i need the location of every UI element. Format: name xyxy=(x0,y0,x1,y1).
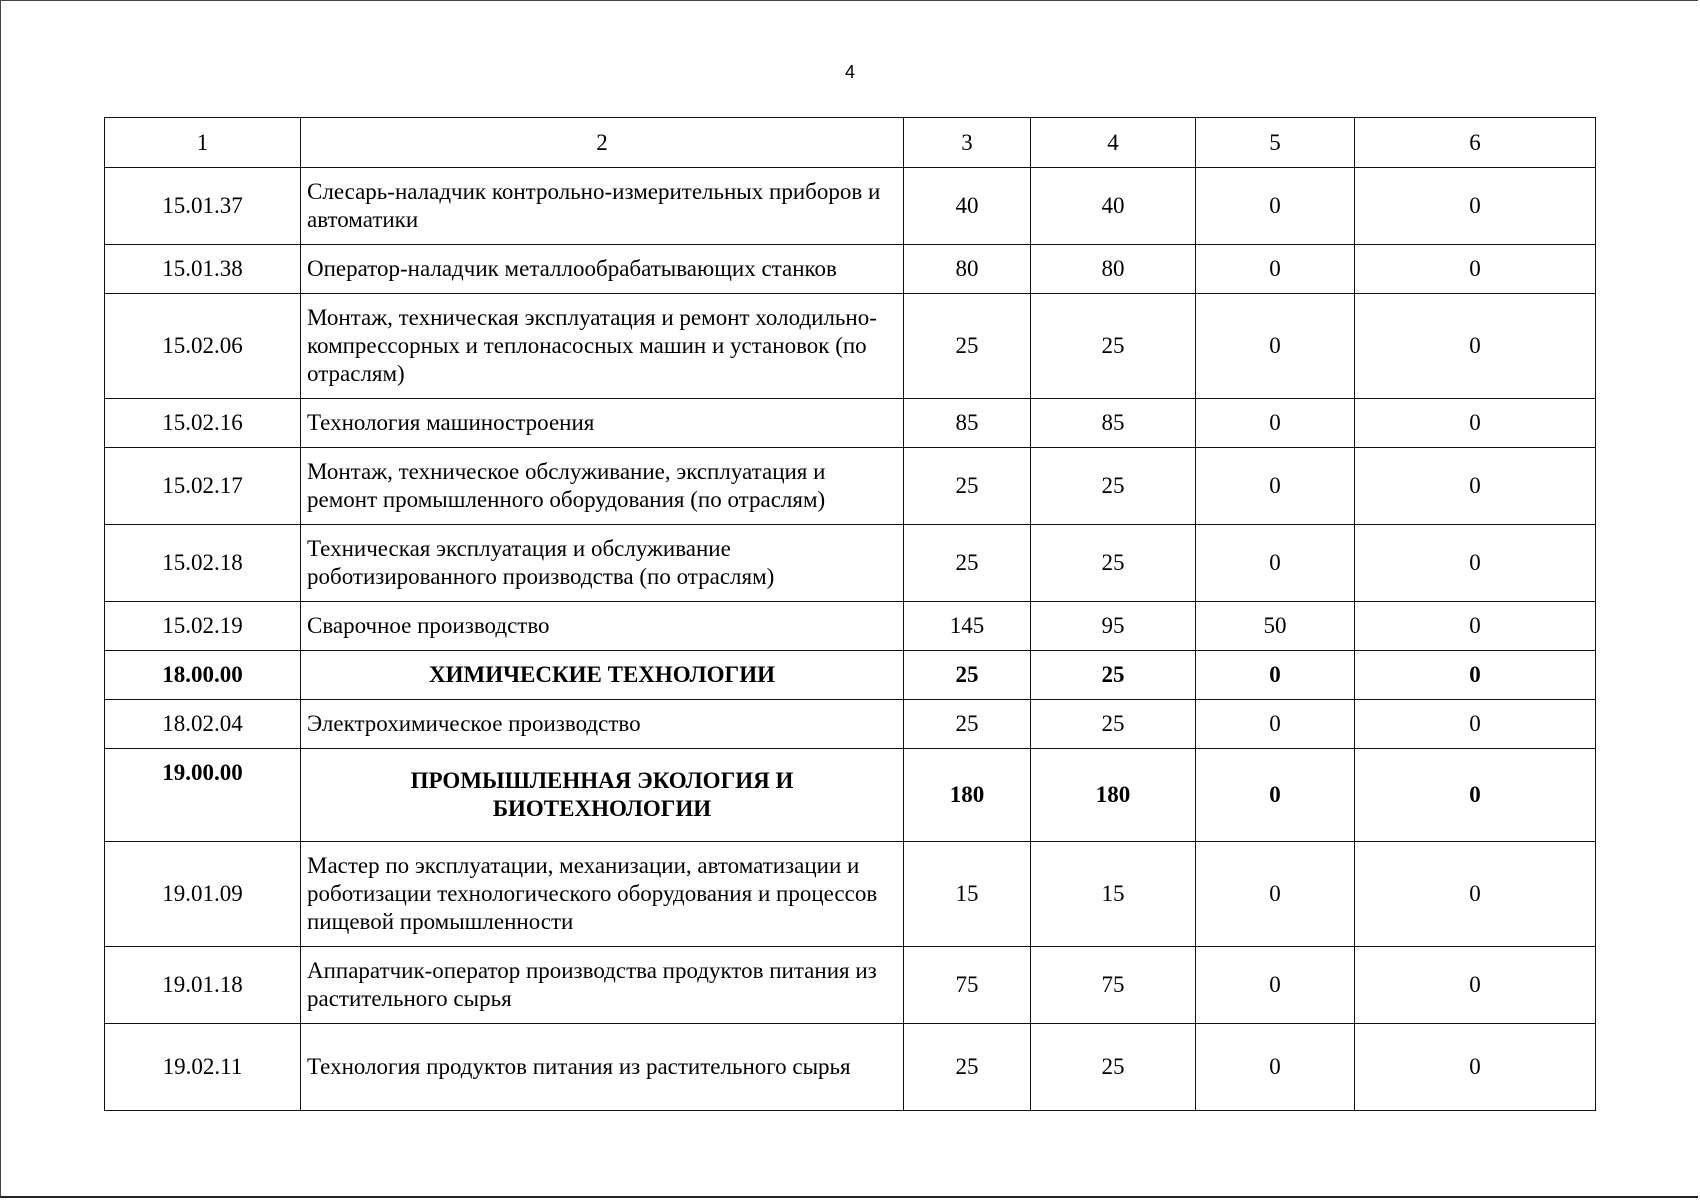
cell-col-5: 0 xyxy=(1196,399,1355,448)
cell-col-6: 0 xyxy=(1355,947,1596,1024)
cell-col-6: 0 xyxy=(1355,749,1596,842)
cell-col-3: 80 xyxy=(904,245,1031,294)
cell-col-5: 0 xyxy=(1196,525,1355,602)
column-header: 2 xyxy=(301,118,904,168)
cell-col-5: 0 xyxy=(1196,294,1355,399)
table-row xyxy=(105,168,1596,245)
page-number: 4 xyxy=(844,62,855,82)
specialty-code: 18.02.04 xyxy=(105,700,301,749)
cell-col-5: 0 xyxy=(1196,448,1355,525)
cell-col-6: 0 xyxy=(1355,525,1596,602)
table-row xyxy=(105,245,1596,294)
section-code: 18.00.00 xyxy=(105,651,301,700)
cell-col-5: 0 xyxy=(1196,651,1355,700)
cell-col-4: 40 xyxy=(1031,168,1196,245)
specialty-code: 15.02.19 xyxy=(105,602,301,651)
specialty-name: Технология машиностроения xyxy=(301,399,904,448)
column-header: 1 xyxy=(105,118,301,168)
cell-col-4: 80 xyxy=(1031,245,1196,294)
cell-col-6: 0 xyxy=(1355,245,1596,294)
cell-col-4: 85 xyxy=(1031,399,1196,448)
specialty-code: 15.02.06 xyxy=(105,294,301,399)
cell-col-5: 0 xyxy=(1196,947,1355,1024)
cell-col-5: 50 xyxy=(1196,602,1355,651)
cell-col-3: 145 xyxy=(904,602,1031,651)
specialty-code: 19.02.11 xyxy=(105,1024,301,1111)
specialty-name: Сварочное производство xyxy=(301,602,904,651)
table-row xyxy=(105,294,1596,399)
specialty-code: 15.01.38 xyxy=(105,245,301,294)
table-row xyxy=(105,1024,1596,1111)
cell-col-4: 25 xyxy=(1031,448,1196,525)
table-row xyxy=(105,448,1596,525)
cell-col-3: 25 xyxy=(904,448,1031,525)
cell-col-6: 0 xyxy=(1355,700,1596,749)
section-title: ХИМИЧЕСКИЕ ТЕХНОЛОГИИ xyxy=(301,651,904,700)
specialty-name: Монтаж, техническое обслуживание, эксплуатация и ремонт промышленного оборудования (по отраслям) xyxy=(301,448,904,525)
specialty-code: 15.02.17 xyxy=(105,448,301,525)
column-header: 6 xyxy=(1355,118,1596,168)
cell-col-6: 0 xyxy=(1355,842,1596,947)
specialty-name: Оператор-наладчик металлообрабатывающих станков xyxy=(301,245,904,294)
specialty-code: 19.01.09 xyxy=(105,842,301,947)
cell-col-4: 25 xyxy=(1031,294,1196,399)
table-row xyxy=(105,700,1596,749)
specialty-name: Аппаратчик-оператор производства продуктов питания из растительного сырья xyxy=(301,947,904,1024)
specialty-name: Монтаж, техническая эксплуатация и ремонт холодильно-компрессорных и теплонасосных машин и установок (по отраслям) xyxy=(301,294,904,399)
cell-col-3: 40 xyxy=(904,168,1031,245)
cell-col-5: 0 xyxy=(1196,842,1355,947)
specialty-name: Электрохимическое производство xyxy=(301,700,904,749)
cell-col-3: 15 xyxy=(904,842,1031,947)
table-row xyxy=(105,602,1596,651)
specialty-code: 19.01.18 xyxy=(105,947,301,1024)
cell-col-4: 15 xyxy=(1031,842,1196,947)
cell-col-4: 25 xyxy=(1031,651,1196,700)
cell-col-6: 0 xyxy=(1355,168,1596,245)
table-row xyxy=(105,947,1596,1024)
cell-col-3: 25 xyxy=(904,525,1031,602)
cell-col-5: 0 xyxy=(1196,245,1355,294)
cell-col-4: 180 xyxy=(1031,749,1196,842)
cell-col-5: 0 xyxy=(1196,168,1355,245)
column-header: 4 xyxy=(1031,118,1196,168)
cell-col-3: 75 xyxy=(904,947,1031,1024)
cell-col-5: 0 xyxy=(1196,700,1355,749)
cell-col-3: 25 xyxy=(904,651,1031,700)
cell-col-6: 0 xyxy=(1355,1024,1596,1111)
cell-col-4: 75 xyxy=(1031,947,1196,1024)
admission-plan-table xyxy=(104,117,1596,1111)
table-row xyxy=(105,525,1596,602)
table-row xyxy=(105,399,1596,448)
cell-col-5: 0 xyxy=(1196,749,1355,842)
cell-col-3: 25 xyxy=(904,1024,1031,1111)
cell-col-6: 0 xyxy=(1355,399,1596,448)
specialty-name: Техническая эксплуатация и обслуживание роботизированного производства (по отраслям) xyxy=(301,525,904,602)
column-header: 5 xyxy=(1196,118,1355,168)
cell-col-6: 0 xyxy=(1355,602,1596,651)
cell-col-3: 25 xyxy=(904,294,1031,399)
specialty-code: 15.02.16 xyxy=(105,399,301,448)
specialty-name: Технология продуктов питания из растительного сырья xyxy=(301,1024,904,1111)
cell-col-6: 0 xyxy=(1355,294,1596,399)
section-row xyxy=(105,651,1596,700)
cell-col-6: 0 xyxy=(1355,651,1596,700)
specialty-name: Слесарь-наладчик контрольно-измерительных приборов и автоматики xyxy=(301,168,904,245)
column-header: 3 xyxy=(904,118,1031,168)
table-row xyxy=(105,842,1596,947)
section-row xyxy=(105,749,1596,842)
cell-col-3: 25 xyxy=(904,700,1031,749)
cell-col-5: 0 xyxy=(1196,1024,1355,1111)
cell-col-3: 85 xyxy=(904,399,1031,448)
section-code: 19.00.00 xyxy=(105,749,301,842)
specialty-code: 15.01.37 xyxy=(105,168,301,245)
cell-col-3: 180 xyxy=(904,749,1031,842)
section-title: ПРОМЫШЛЕННАЯ ЭКОЛОГИЯ И БИОТЕХНОЛОГИИ xyxy=(301,749,904,842)
column-number-row xyxy=(105,118,1596,168)
specialty-code: 15.02.18 xyxy=(105,525,301,602)
specialty-name: Мастер по эксплуатации, механизации, автоматизации и роботизации технологического оборудования и процессов пищевой промышленности xyxy=(301,842,904,947)
cell-col-4: 25 xyxy=(1031,700,1196,749)
cell-col-4: 25 xyxy=(1031,1024,1196,1111)
cell-col-4: 25 xyxy=(1031,525,1196,602)
cell-col-4: 95 xyxy=(1031,602,1196,651)
cell-col-6: 0 xyxy=(1355,448,1596,525)
